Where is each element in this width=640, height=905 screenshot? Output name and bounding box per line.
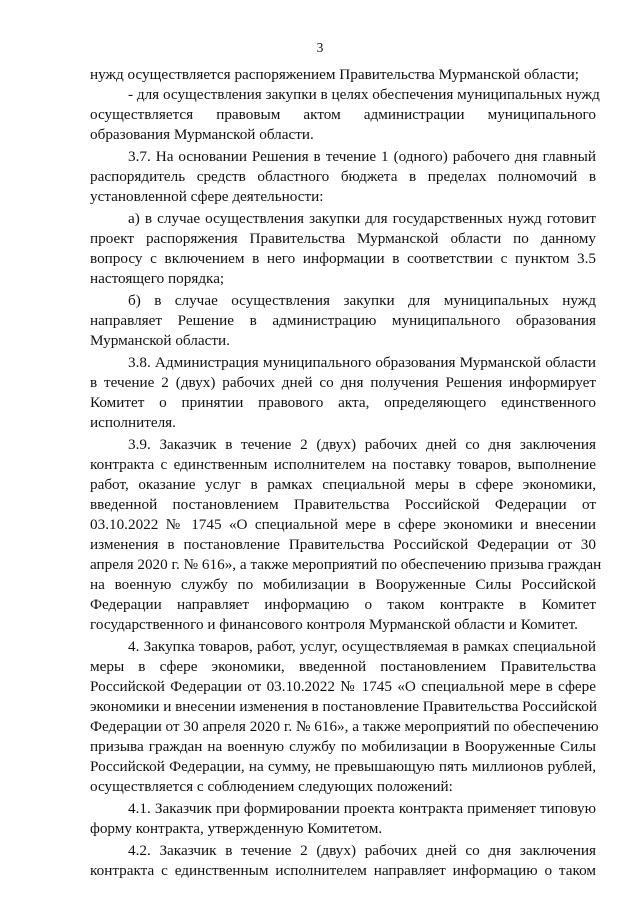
text-line: призыва граждан на военную службу по мобилизации в Вооруженные Силы <box>90 738 596 755</box>
text-line: установленной сфере деятельности: <box>90 188 324 205</box>
text-line: государственного и финансового контроля Мурманской области и Комитет. <box>90 616 578 633</box>
text-line: контракта с единственным исполнителем направляет информацию о таком <box>90 862 596 879</box>
text-line: осуществляется с соблюдением следующих положений: <box>90 778 453 795</box>
text-line: введенной постановлением Правительства Российской Федерации от <box>90 496 596 513</box>
text-line: форму контракта, утвержденную Комитетом. <box>90 820 383 837</box>
text-line: вопросу с включением в него информации в соответствии с пунктом 3.5 <box>90 250 596 267</box>
text-line: 4. Закупка товаров, работ, услуг, осуществляемая в рамках специальной <box>128 638 596 655</box>
text-line: Мурманской области. <box>90 332 230 349</box>
text-line: экономики и внесении изменения в постановление Правительства Российской <box>90 698 597 715</box>
text-line: 3.7. На основании Решения в течение 1 (одного) рабочего дня главный <box>128 148 596 165</box>
text-line: осуществляется правовым актом администрации муниципального <box>90 106 596 123</box>
text-line: исполнителя. <box>90 414 176 431</box>
page-number: 3 <box>316 40 324 55</box>
text-line: Федерации от 30 апреля 2020 г. № 616», а также мероприятий по обеспечению <box>90 718 599 735</box>
text-line: 4.2. Заказчик в течение 2 (двух) рабочих дней со дня заключения <box>128 842 596 859</box>
text-line: образования Мурманской области. <box>90 126 314 143</box>
text-line: Комитет о принятии правового акта, определяющего единственного <box>90 394 596 411</box>
text-line: 3.9. Заказчик в течение 2 (двух) рабочих дней со дня заключения <box>128 436 596 453</box>
text-line: в течение 2 (двух) рабочих дней со дня получения Решения информирует <box>90 374 596 391</box>
text-line: 4.1. Заказчик при формировании проекта контракта применяет типовую <box>128 800 596 817</box>
text-line: а) в случае осуществления закупки для государственных нужд готовит <box>128 210 596 227</box>
text-line: работ, оказание услуг в рамках специальной меры в сфере экономики, <box>90 476 596 493</box>
text-line: апреля 2020 г. № 616», а также мероприятий по обеспечению призыва граждан <box>90 556 602 573</box>
text-line: б) в случае осуществления закупки для муниципальных нужд <box>128 292 596 309</box>
text-line: распорядитель средств областного бюджета в пределах полномочий в <box>90 168 596 185</box>
text-line: нужд осуществляется распоряжением Правительства Мурманской области; <box>90 66 579 83</box>
text-line: 03.10.2022 № 1745 «О специальной мере в сфере экономики и внесении <box>90 516 596 533</box>
text-line: изменения в постановление Правительства Российской Федерации от 30 <box>90 536 596 553</box>
text-line: направляет Решение в администрацию муниципального образования <box>90 312 596 329</box>
text-line: Федерации направляет информацию о таком контракте в Комитет <box>90 596 596 613</box>
text-line: на военную службу по мобилизации в Вооруженные Силы Российской <box>90 576 596 593</box>
text-line: настоящего порядка; <box>90 270 225 287</box>
text-line: контракта с единственным исполнителем на поставку товаров, выполнение <box>90 456 596 473</box>
text-line: - для осуществления закупки в целях обеспечения муниципальных нужд <box>128 86 600 103</box>
text-line: меры в сфере экономики, введенной постановлением Правительства <box>90 658 596 675</box>
text-line: 3.8. Администрация муниципального образования Мурманской области <box>128 354 596 371</box>
text-line: проект распоряжения Правительства Мурманской области по данному <box>90 230 596 247</box>
text-line: Российской Федерации, на сумму, не превышающую пять миллионов рублей, <box>90 758 596 775</box>
text-line: Российской Федерации от 03.10.2022 № 1745 «О специальной мере в сфере <box>90 678 596 695</box>
